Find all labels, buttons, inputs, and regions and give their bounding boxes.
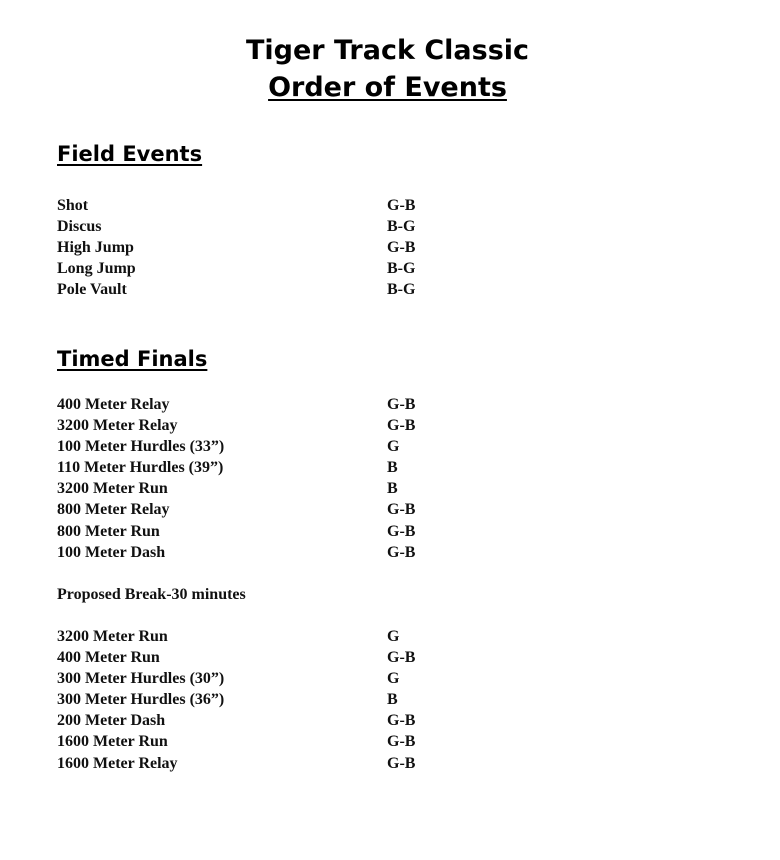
event-gender-code: G-B	[387, 239, 416, 257]
event-name: 800 Meter Run	[57, 522, 160, 540]
event-gender-code: G	[387, 438, 400, 456]
event-row	[57, 457, 477, 478]
event-row	[57, 710, 477, 731]
event-gender-code: G-B	[387, 522, 416, 540]
event-name: Pole Vault	[57, 281, 127, 299]
event-name: 300 Meter Hurdles (30”)	[57, 670, 225, 688]
event-row	[57, 668, 477, 689]
event-name: 800 Meter Relay	[57, 501, 170, 519]
field-events-heading: Field Events	[57, 142, 203, 166]
event-gender-code: B	[387, 459, 398, 477]
order-of-events-text: Order of Events	[268, 72, 507, 103]
event-name: 110 Meter Hurdles (39”)	[57, 459, 224, 477]
event-gender-code: G-B	[387, 501, 416, 519]
event-gender-code: G-B	[387, 543, 416, 561]
event-name: Shot	[57, 197, 89, 214]
event-gender-code: G-B	[387, 396, 416, 413]
event-gender-code: G-B	[387, 417, 416, 435]
field-events-list	[57, 195, 477, 300]
event-gender-code: G	[387, 628, 400, 645]
event-row	[57, 521, 477, 542]
event-name: 200 Meter Dash	[57, 712, 166, 730]
event-name: 1600 Meter Relay	[57, 754, 178, 772]
event-row	[57, 279, 477, 300]
event-name: 400 Meter Run	[57, 649, 160, 667]
event-name: 3200 Meter Relay	[57, 417, 178, 435]
event-name: Long Jump	[57, 260, 136, 278]
title-block	[0, 32, 775, 106]
event-row	[57, 436, 477, 457]
event-gender-code: G-B	[387, 712, 416, 730]
event-name: 300 Meter Hurdles (36”)	[57, 691, 225, 709]
event-row	[57, 731, 477, 752]
event-gender-code: G	[387, 670, 400, 688]
event-row	[57, 415, 477, 436]
event-row	[57, 542, 477, 563]
event-row	[57, 499, 477, 520]
event-row	[57, 216, 477, 237]
event-row	[57, 647, 477, 668]
timed-finals-second-list	[57, 626, 477, 774]
event-gender-code: B-G	[387, 218, 416, 236]
event-row	[57, 626, 477, 647]
event-row	[57, 478, 477, 499]
event-name: 400 Meter Relay	[57, 396, 170, 413]
meet-title: Tiger Track Classic	[245, 35, 530, 66]
event-name: Discus	[57, 218, 102, 236]
break-note: Proposed Break-30 minutes	[57, 586, 246, 603]
event-row	[57, 394, 477, 415]
event-gender-code: G-B	[387, 733, 416, 751]
event-row	[57, 195, 477, 216]
event-name: 3200 Meter Run	[57, 480, 168, 498]
event-name: High Jump	[57, 239, 134, 257]
event-name: 100 Meter Hurdles (33”)	[57, 438, 225, 456]
event-row	[57, 258, 477, 279]
event-gender-code: B-G	[387, 260, 416, 278]
timed-finals-heading: Timed Finals	[57, 347, 208, 371]
timed-finals-first-list	[57, 394, 477, 563]
event-gender-code: B-G	[387, 281, 416, 299]
event-gender-code: B	[387, 480, 398, 498]
event-name: 3200 Meter Run	[57, 628, 168, 645]
event-name: 100 Meter Dash	[57, 543, 166, 561]
event-gender-code: B	[387, 691, 398, 709]
event-row	[57, 753, 477, 774]
event-gender-code: G-B	[387, 649, 416, 667]
order-of-events-subtitle	[0, 69, 775, 106]
event-gender-code: G-B	[387, 197, 416, 214]
event-row	[57, 689, 477, 710]
event-gender-code: G-B	[387, 754, 416, 772]
event-name: 1600 Meter Run	[57, 733, 168, 751]
event-row	[57, 237, 477, 258]
